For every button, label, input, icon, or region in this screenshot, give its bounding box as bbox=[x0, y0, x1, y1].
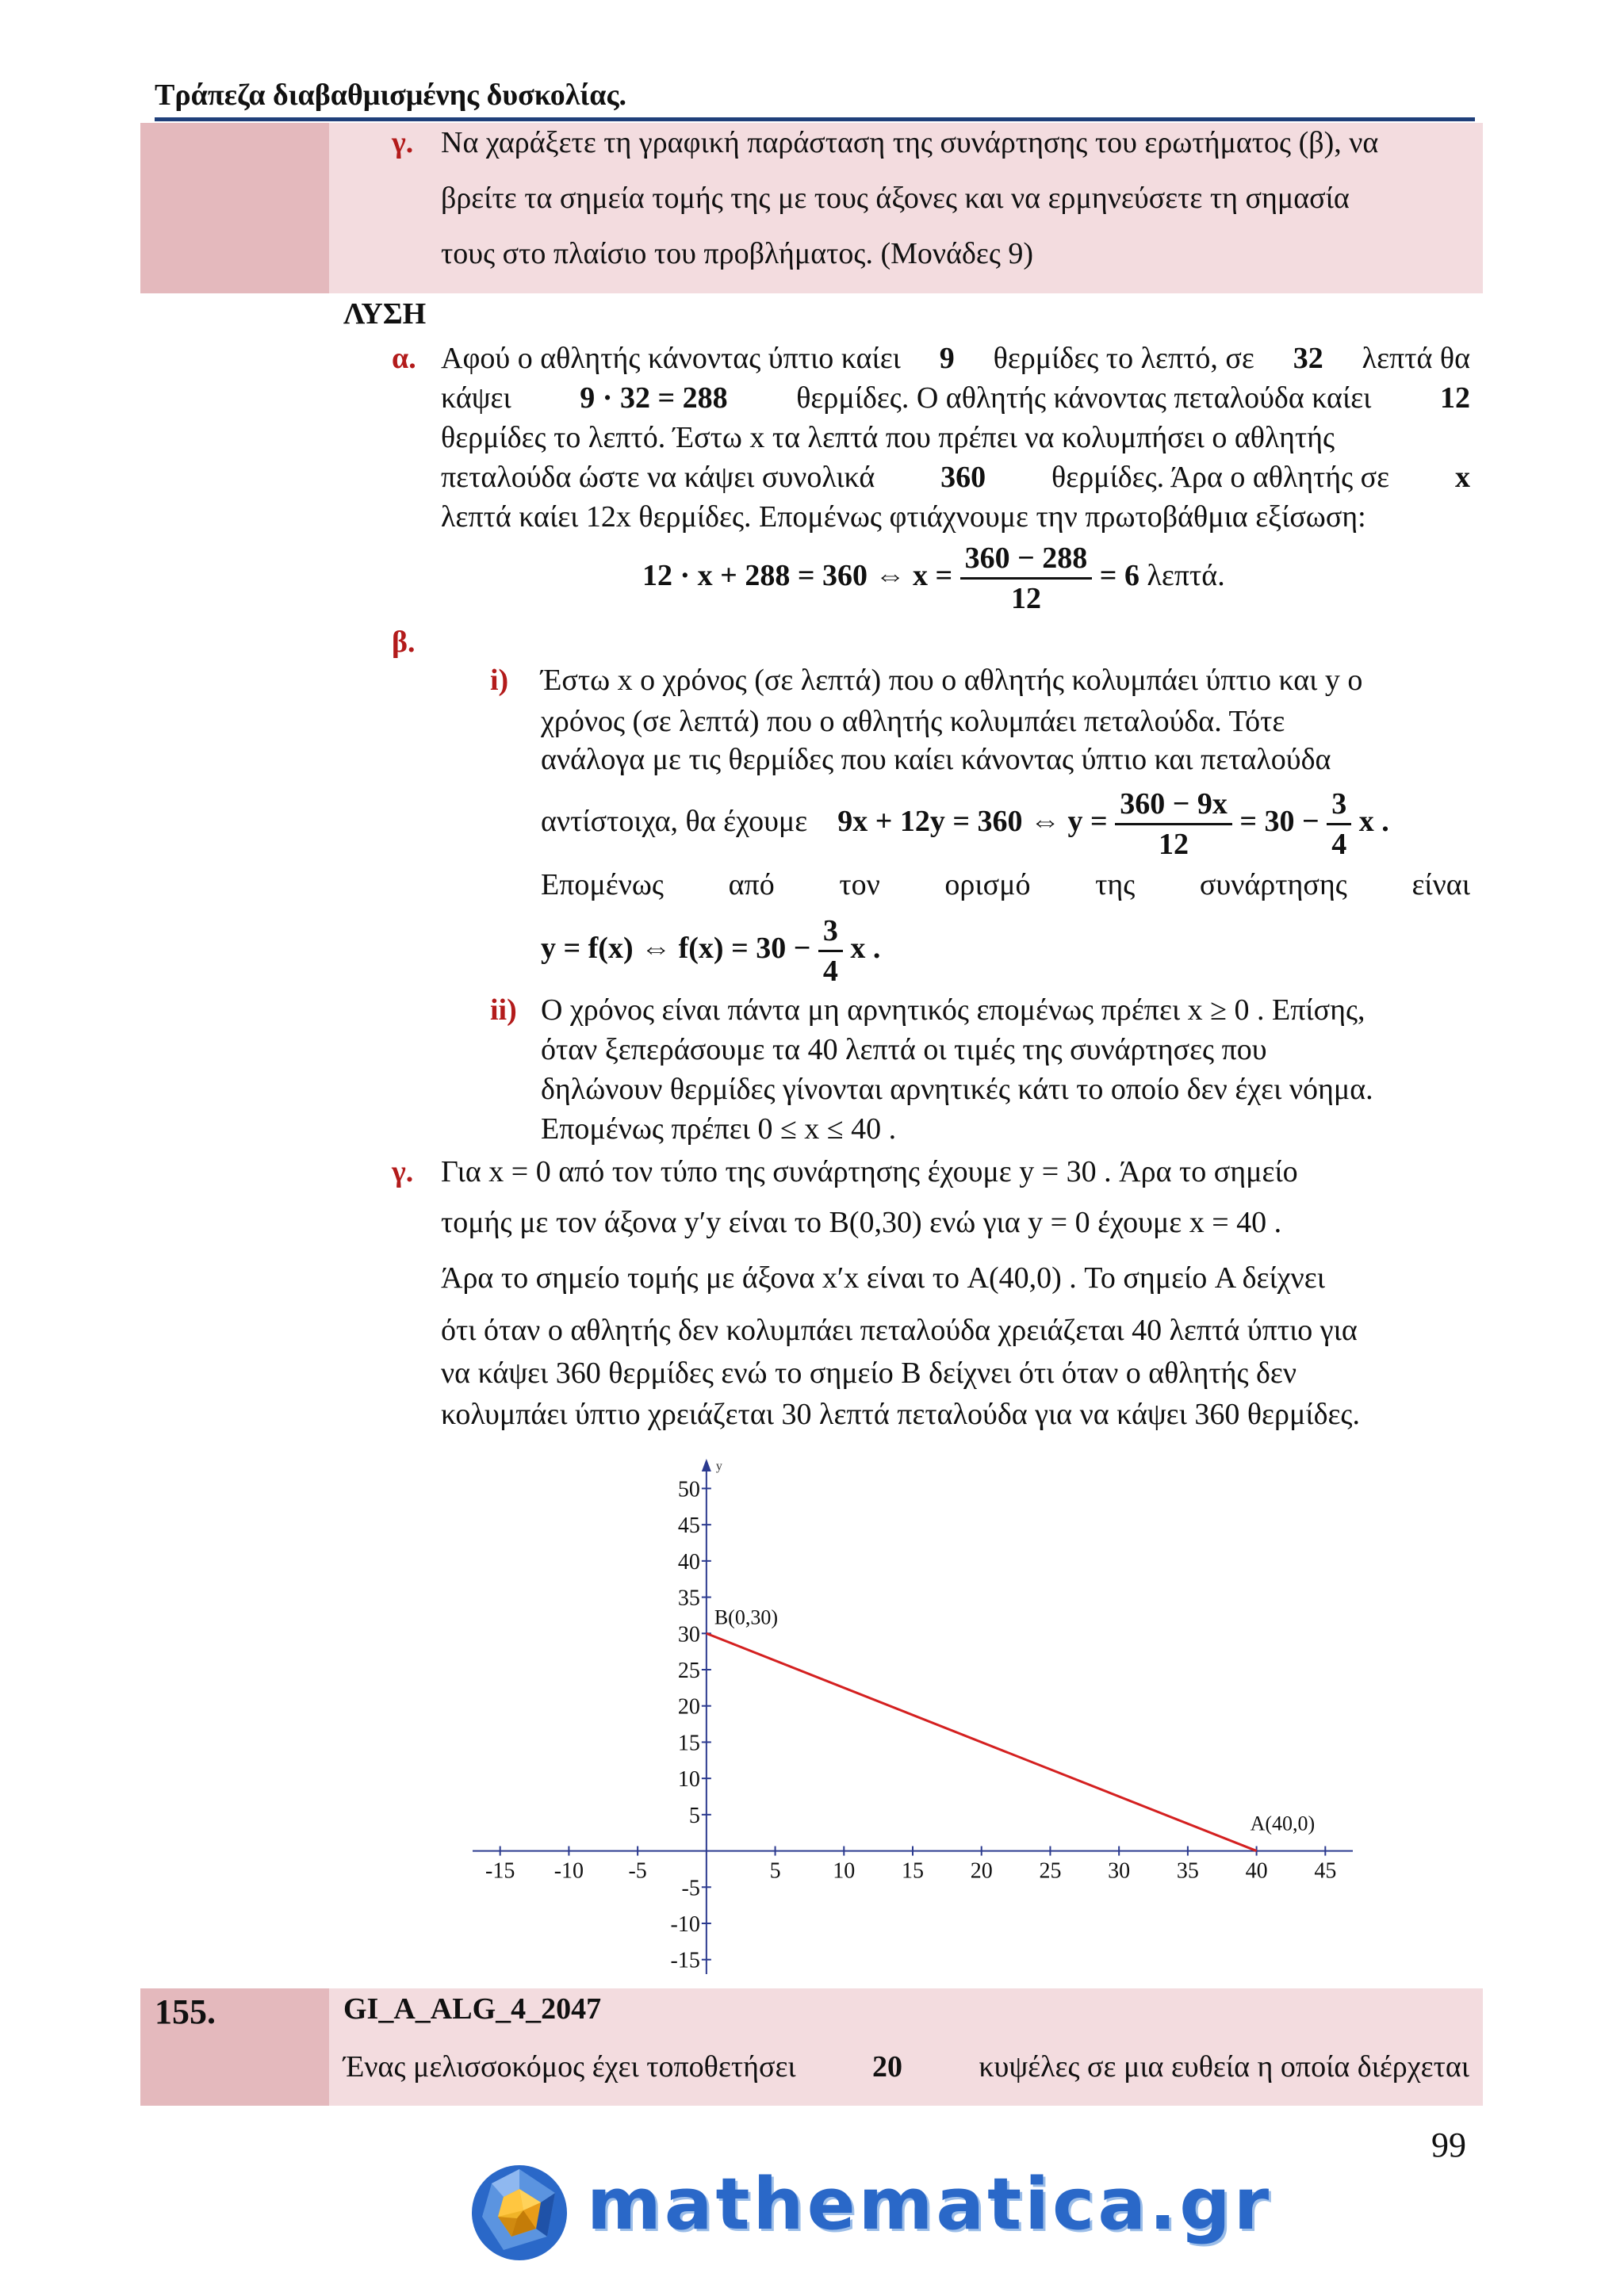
fraction-denominator: 12 bbox=[1010, 582, 1041, 615]
y-tick-label: -5 bbox=[681, 1876, 700, 1901]
problem-text-line bbox=[343, 2049, 1469, 2084]
equation-end: x . bbox=[1358, 805, 1389, 839]
part-b-label: β. bbox=[392, 626, 416, 659]
x-tick-label: 45 bbox=[1314, 1858, 1337, 1884]
part-b-ii-label: ii) bbox=[490, 993, 517, 1027]
x-tick-label: -10 bbox=[553, 1858, 584, 1884]
definition-end: x . bbox=[850, 932, 881, 966]
x-tick-label: 5 bbox=[769, 1858, 781, 1884]
x-tick-label: 35 bbox=[1176, 1858, 1199, 1884]
question-label: γ. bbox=[392, 126, 414, 159]
equation-fraction bbox=[1115, 785, 1232, 863]
y-tick-label: 35 bbox=[677, 1586, 700, 1611]
y-tick-label: 45 bbox=[677, 1513, 700, 1539]
x-tick-label: 10 bbox=[833, 1858, 856, 1884]
text: κυψέλες σε μια ευθεία η οποία διέρχεται bbox=[979, 2050, 1469, 2084]
x-tick-label: -5 bbox=[628, 1858, 647, 1884]
x-tick-label: 20 bbox=[970, 1858, 993, 1884]
text: κάψει bbox=[441, 381, 511, 415]
word: είναι bbox=[1411, 868, 1470, 901]
page-number: 99 bbox=[1431, 2126, 1466, 2164]
part-b-i-line-3: ανάλογα με τις θερμίδες που καίει κάνοντας ύπτιο και πεταλούδα bbox=[541, 743, 1331, 776]
word: τον bbox=[839, 868, 880, 901]
y-tick-label: -10 bbox=[670, 1912, 700, 1937]
solution-heading: ΛΥΣΗ bbox=[343, 297, 427, 331]
fraction-denominator: 4 bbox=[1331, 828, 1347, 861]
value-32: 32 bbox=[1293, 342, 1323, 375]
part-c-label: γ. bbox=[392, 1155, 414, 1188]
part-b-i-line-1: Έστω x ο χρόνος (σε λεπτά) που ο αθλητής κολυμπάει ύπτιο και y ο bbox=[541, 664, 1363, 697]
var-x: x bbox=[1454, 461, 1470, 494]
text: πεταλούδα ώστε να κάψει συνολικά bbox=[441, 461, 875, 494]
equation-left: 12 · x + 288 = 360 ⇔ x = bbox=[642, 559, 953, 593]
x-tick-label: -15 bbox=[485, 1858, 515, 1884]
polyhedron-logo-icon bbox=[468, 2161, 571, 2264]
text: θερμίδες. Άρα ο αθλητής σε bbox=[1051, 461, 1390, 494]
function-line bbox=[707, 1633, 1257, 1850]
text: λεπτά θα bbox=[1362, 342, 1470, 375]
y-axis-arrow-icon bbox=[702, 1459, 711, 1471]
y-tick-label: 30 bbox=[677, 1622, 700, 1647]
product-288: 9 · 32 = 288 bbox=[580, 381, 728, 415]
word: συνάρτησης bbox=[1199, 868, 1347, 901]
part-c-line-6: κολυμπάει ύπτιο χρειάζεται 30 λεπτά πεταλούδα για να κάψει 360 θερμίδες. bbox=[441, 1398, 1360, 1431]
equation-unit: λεπτά. bbox=[1147, 559, 1225, 593]
word: ορισμό bbox=[944, 868, 1031, 901]
part-b-ii-line-2: όταν ξεπεράσουμε τα 40 λεπτά οι τιμές της συνάρτησες που bbox=[541, 1033, 1267, 1066]
word: Επομένως bbox=[541, 868, 664, 901]
part-b-ii-line-3: δηλώνουν θερμίδες γίνονται αρνητικές κάτι το οποίο δεν έχει νόημα. bbox=[541, 1073, 1373, 1106]
part-b-ii-line-1: Ο χρόνος είναι πάντα μη αρνητικός επομένως πρέπει x ≥ 0 . Επίσης, bbox=[541, 993, 1365, 1027]
part-b-i-line-5 bbox=[541, 867, 1470, 902]
part-a-line-5: λεπτά καίει 12x θερμίδες. Επομένως φτιάχνουμε την πρωτοβάθμια εξίσωση: bbox=[441, 500, 1366, 534]
problem-number: 155. bbox=[155, 1992, 216, 2031]
part-c-line-1: Για x = 0 από τον τύπο της συνάρτησης έχουμε y = 30 . Άρα το σημείο bbox=[441, 1155, 1298, 1188]
y-tick-label: 20 bbox=[677, 1694, 700, 1720]
x-tick-label: 25 bbox=[1039, 1858, 1062, 1884]
y-tick-label: 40 bbox=[677, 1549, 700, 1575]
equation-mid: = 30 − bbox=[1239, 805, 1320, 839]
part-c-line-2: τομής με τον άξονα y′y είναι το B(0,30) ενώ για y = 0 έχουμε x = 40 . bbox=[441, 1206, 1282, 1239]
problem-code: GI_A_ALG_4_2047 bbox=[343, 1992, 602, 2026]
part-a-line-2 bbox=[441, 381, 1470, 415]
page-header-title: Τράπεζα διαβαθμισμένης δυσκολίας. bbox=[155, 78, 626, 112]
value-12: 12 bbox=[1439, 381, 1470, 415]
part-a-line-4 bbox=[441, 460, 1470, 495]
header-rule bbox=[155, 117, 1475, 121]
equation-fraction-2 bbox=[1327, 785, 1351, 863]
definition-fraction bbox=[818, 912, 843, 990]
mathematica-logo bbox=[468, 2158, 1273, 2269]
part-c-line-4: ότι όταν ο αθλητής δεν κολυμπάει πεταλούδα χρειάζεται 40 λεπτά ύπτιο για bbox=[441, 1314, 1358, 1347]
x-tick-label: 30 bbox=[1108, 1858, 1131, 1884]
text: θερμίδες. Ο αθλητής κάνοντας πεταλούδα καίει bbox=[796, 381, 1372, 415]
part-a-label: α. bbox=[392, 342, 416, 375]
value-360: 360 bbox=[940, 461, 986, 494]
value-20: 20 bbox=[872, 2050, 903, 2084]
part-b-i-definition bbox=[541, 912, 880, 990]
fraction-numerator: 360 − 9x bbox=[1115, 785, 1232, 825]
question-line-3: τους στο πλαίσιο του προβλήματος. (Μονάδες 9) bbox=[441, 237, 1034, 270]
fraction-denominator: 12 bbox=[1159, 828, 1189, 861]
value-9: 9 bbox=[939, 342, 955, 375]
definition-left: y = f(x) ⇔ f(x) = 30 − bbox=[541, 932, 811, 966]
text: αντίστοιχα, θα έχουμε bbox=[541, 805, 808, 839]
fraction-denominator: 4 bbox=[822, 955, 838, 988]
part-c-line-3: Άρα το σημείο τομής με άξονα x′x είναι το A(40,0) . Το σημείο A δείχνει bbox=[441, 1261, 1325, 1295]
question-line-2: βρείτε τα σημεία τομής της με τους άξονες και να ερμηνεύσετε τη σημασία bbox=[441, 182, 1350, 215]
y-tick-label: 15 bbox=[677, 1731, 700, 1756]
word: της bbox=[1095, 868, 1136, 901]
y-tick-label: 25 bbox=[677, 1659, 700, 1683]
function-graph bbox=[441, 1451, 1385, 1990]
part-b-i-line-2: χρόνος (σε λεπτά) που ο αθλητής κολυμπάει πεταλούδα. Τότε bbox=[541, 705, 1285, 738]
question-line-1: Να χαράξετε τη γραφική παράσταση της συνάρτησης του ερωτήματος (β), να bbox=[441, 126, 1379, 159]
part-b-i-label: i) bbox=[490, 664, 509, 697]
y-tick-label: -15 bbox=[670, 1948, 700, 1973]
fraction-numerator: 3 bbox=[1327, 785, 1351, 825]
equation-left: 9x + 12y = 360 ⇔ y = bbox=[837, 805, 1108, 839]
x-tick-label: 40 bbox=[1245, 1858, 1268, 1884]
equation-fraction bbox=[960, 539, 1093, 618]
text: θερμίδες το λεπτό, σε bbox=[993, 342, 1254, 375]
equation-result: = 6 bbox=[1099, 559, 1139, 593]
text: Ένας μελισσοκόμος έχει τοποθετήσει bbox=[343, 2050, 796, 2084]
point-label: B(0,30) bbox=[714, 1605, 779, 1629]
part-a-line-3: θερμίδες το λεπτό. Έστω x τα λεπτά που πρέπει να κολυμπήσει ο αθλητής bbox=[441, 421, 1335, 454]
y-axis-label: y bbox=[715, 1460, 722, 1473]
part-c-line-5: να κάψει 360 θερμίδες ενώ το σημείο B δείχνει ότι όταν ο αθλητής δεν bbox=[441, 1357, 1297, 1390]
part-a-equation bbox=[642, 539, 1225, 618]
point-label: A(40,0) bbox=[1250, 1812, 1316, 1835]
y-tick-label: 5 bbox=[688, 1803, 700, 1828]
question-box-margin bbox=[140, 123, 329, 293]
fraction-numerator: 360 − 288 bbox=[960, 539, 1093, 580]
part-a-line-1 bbox=[441, 341, 1470, 376]
y-tick-label: 10 bbox=[677, 1767, 700, 1793]
fraction-numerator: 3 bbox=[818, 912, 843, 952]
text: Αφού ο αθλητής κάνοντας ύπτιο καίει bbox=[441, 342, 901, 375]
part-b-ii-line-4: Επομένως πρέπει 0 ≤ x ≤ 40 . bbox=[541, 1112, 897, 1146]
word: από bbox=[728, 868, 775, 901]
logo-text: mathematica.gr bbox=[587, 2163, 1273, 2246]
y-tick-label: 50 bbox=[677, 1477, 700, 1502]
x-tick-label: 15 bbox=[902, 1858, 924, 1884]
part-b-i-line-4 bbox=[541, 785, 1389, 863]
